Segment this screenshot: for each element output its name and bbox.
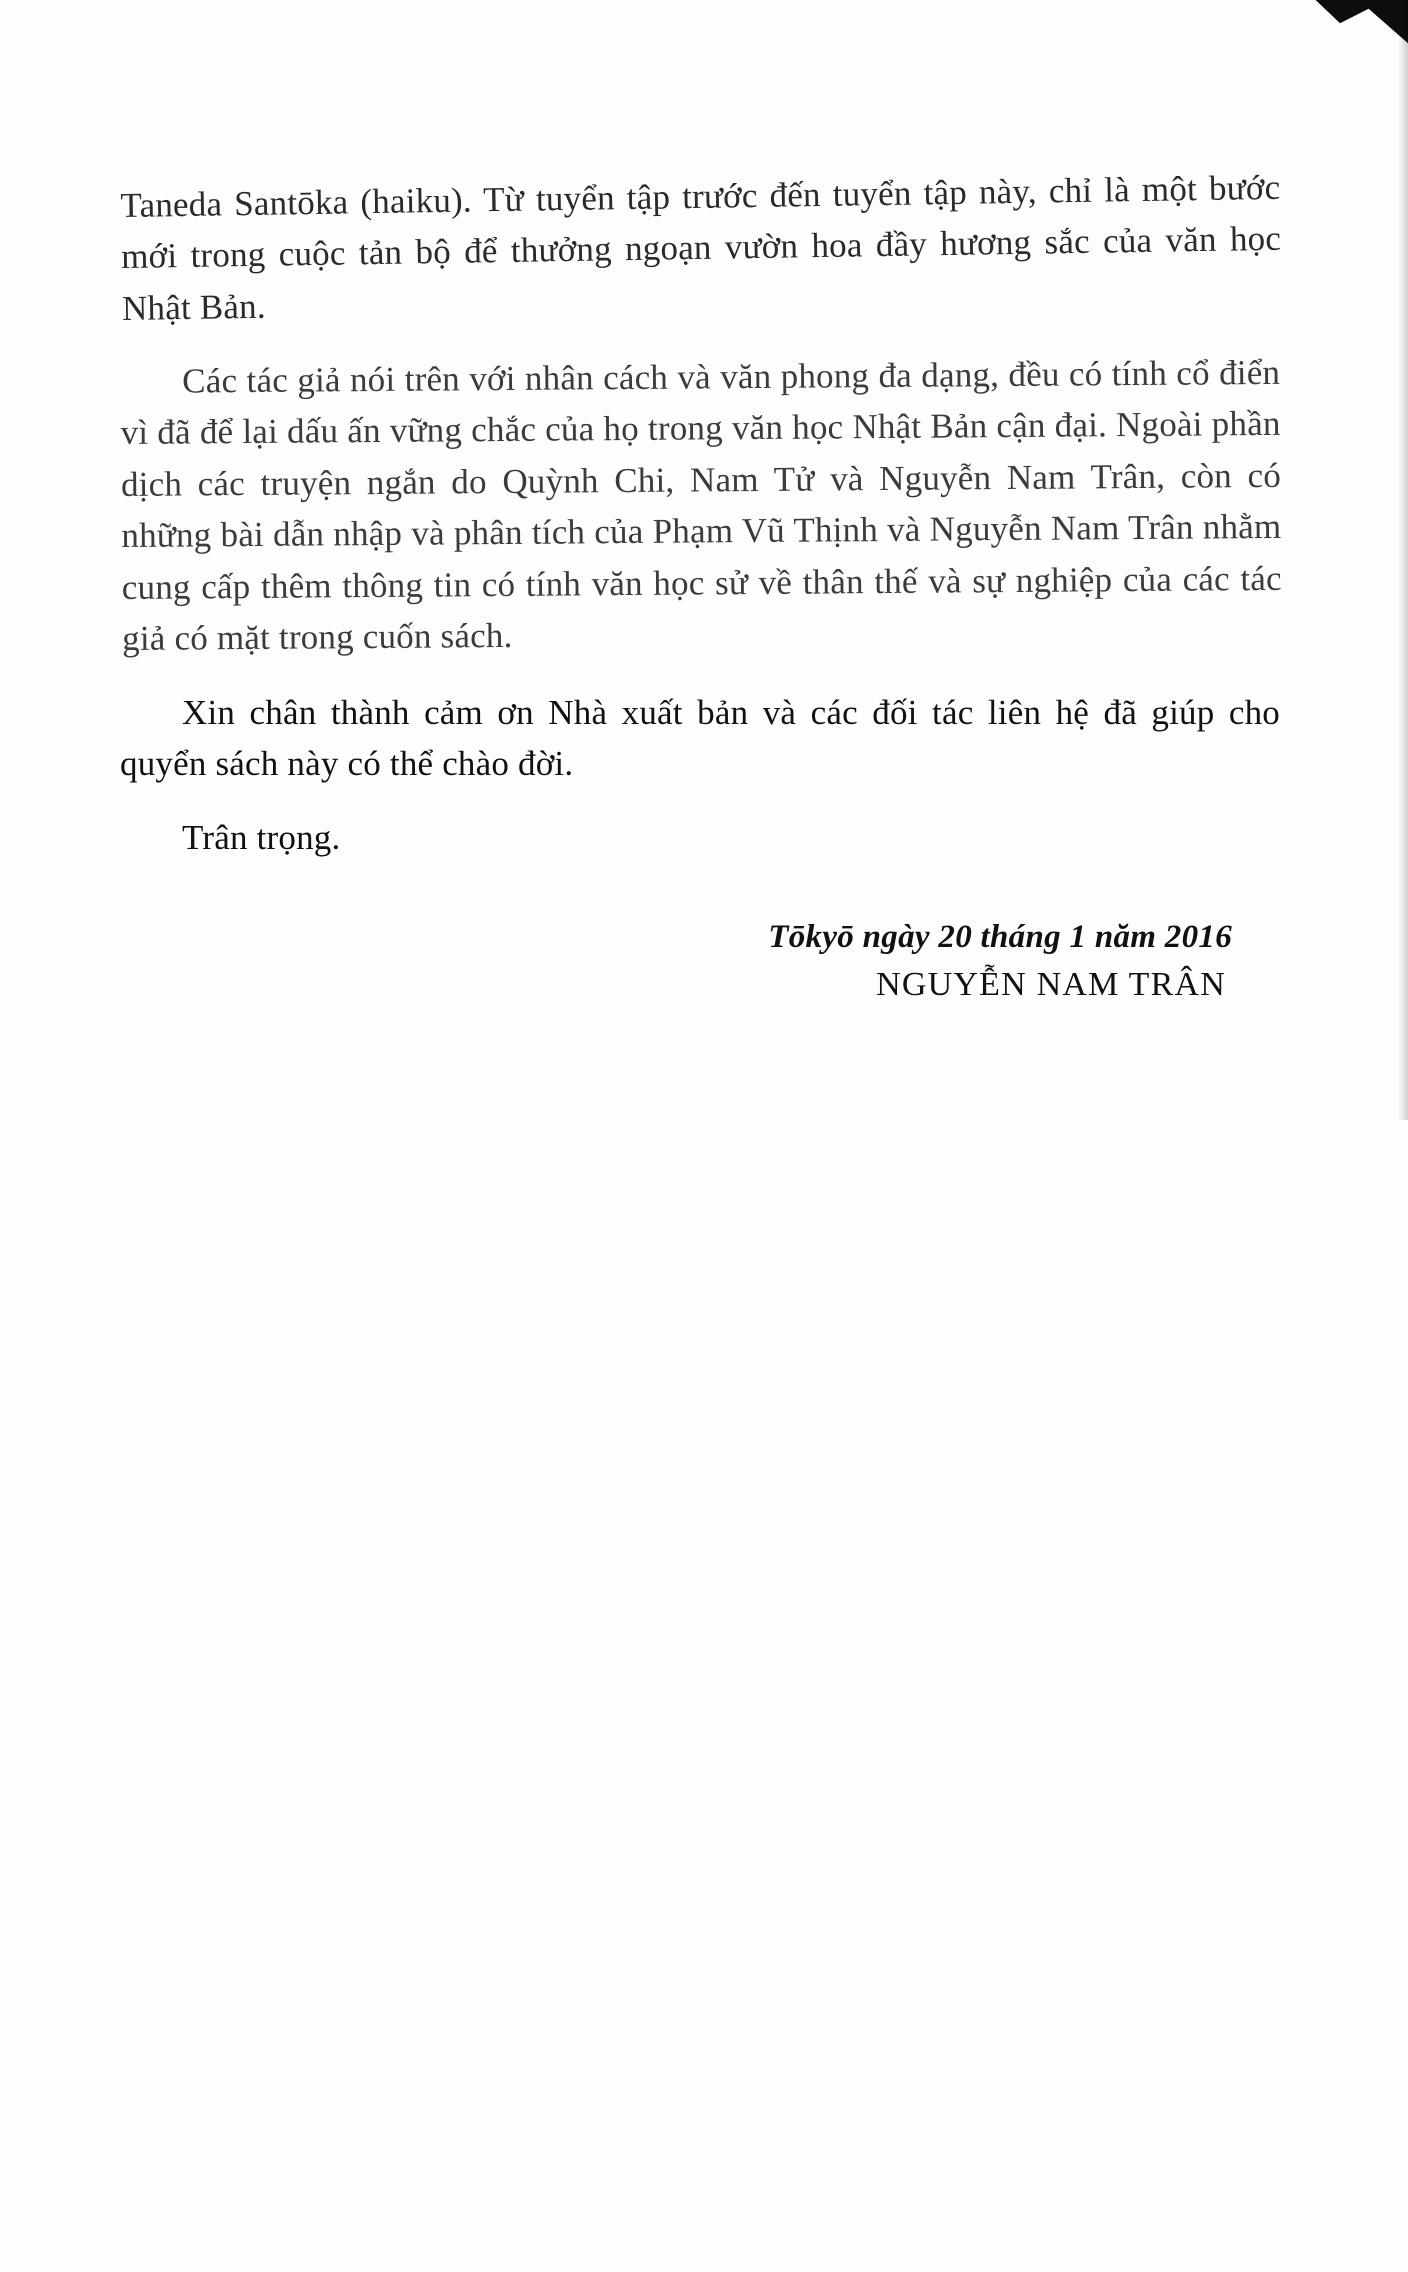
signature-name: NGUYỄN NAM TRÂN: [876, 966, 1226, 1004]
body-paragraph: Taneda Santōka (haiku). Từ tuyển tập trước đến tuyển tập này, chỉ là một bước mới trong cuộc tản bộ để thưởng ngoạn vườn hoa đầy hương sắc của văn học Nhật Bản.: [120, 167, 1282, 328]
body-paragraph: Các tác giả nói trên với nhân cách và văn phong đa dạng, đều có tính cổ điển vì đã để lại dấu ấn vững chắc của họ trong văn học Nhật Bản cận đại. Ngoài phần dịch các truyện ngắn do Quỳnh Chi, Nam Tử và Nguyễn Nam Trân, còn có những bài dẫn nhập và phân tích của Phạm Vũ Thịnh và Nguyễn Nam Trân nhằm cung cấp thêm thông tin có tính văn học sử về thân thế và sự nghiệp của các tác giả có mặt trong cuốn sách.: [120, 353, 1282, 659]
page-content: [120, 167, 1282, 1604]
body-paragraph: Xin chân thành cảm ơn Nhà xuất bản và các đối tác liên hệ đã giúp cho quyển sách này có thể chào đời.: [120, 692, 1280, 784]
body-paragraph-closing: Trân trọng.: [182, 817, 341, 857]
signature-block: [120, 919, 1280, 1004]
page-bottom-whitespace: [120, 1004, 1280, 1604]
signature-date: Tōkyō ngày 20 tháng 1 năm 2016: [768, 919, 1232, 956]
